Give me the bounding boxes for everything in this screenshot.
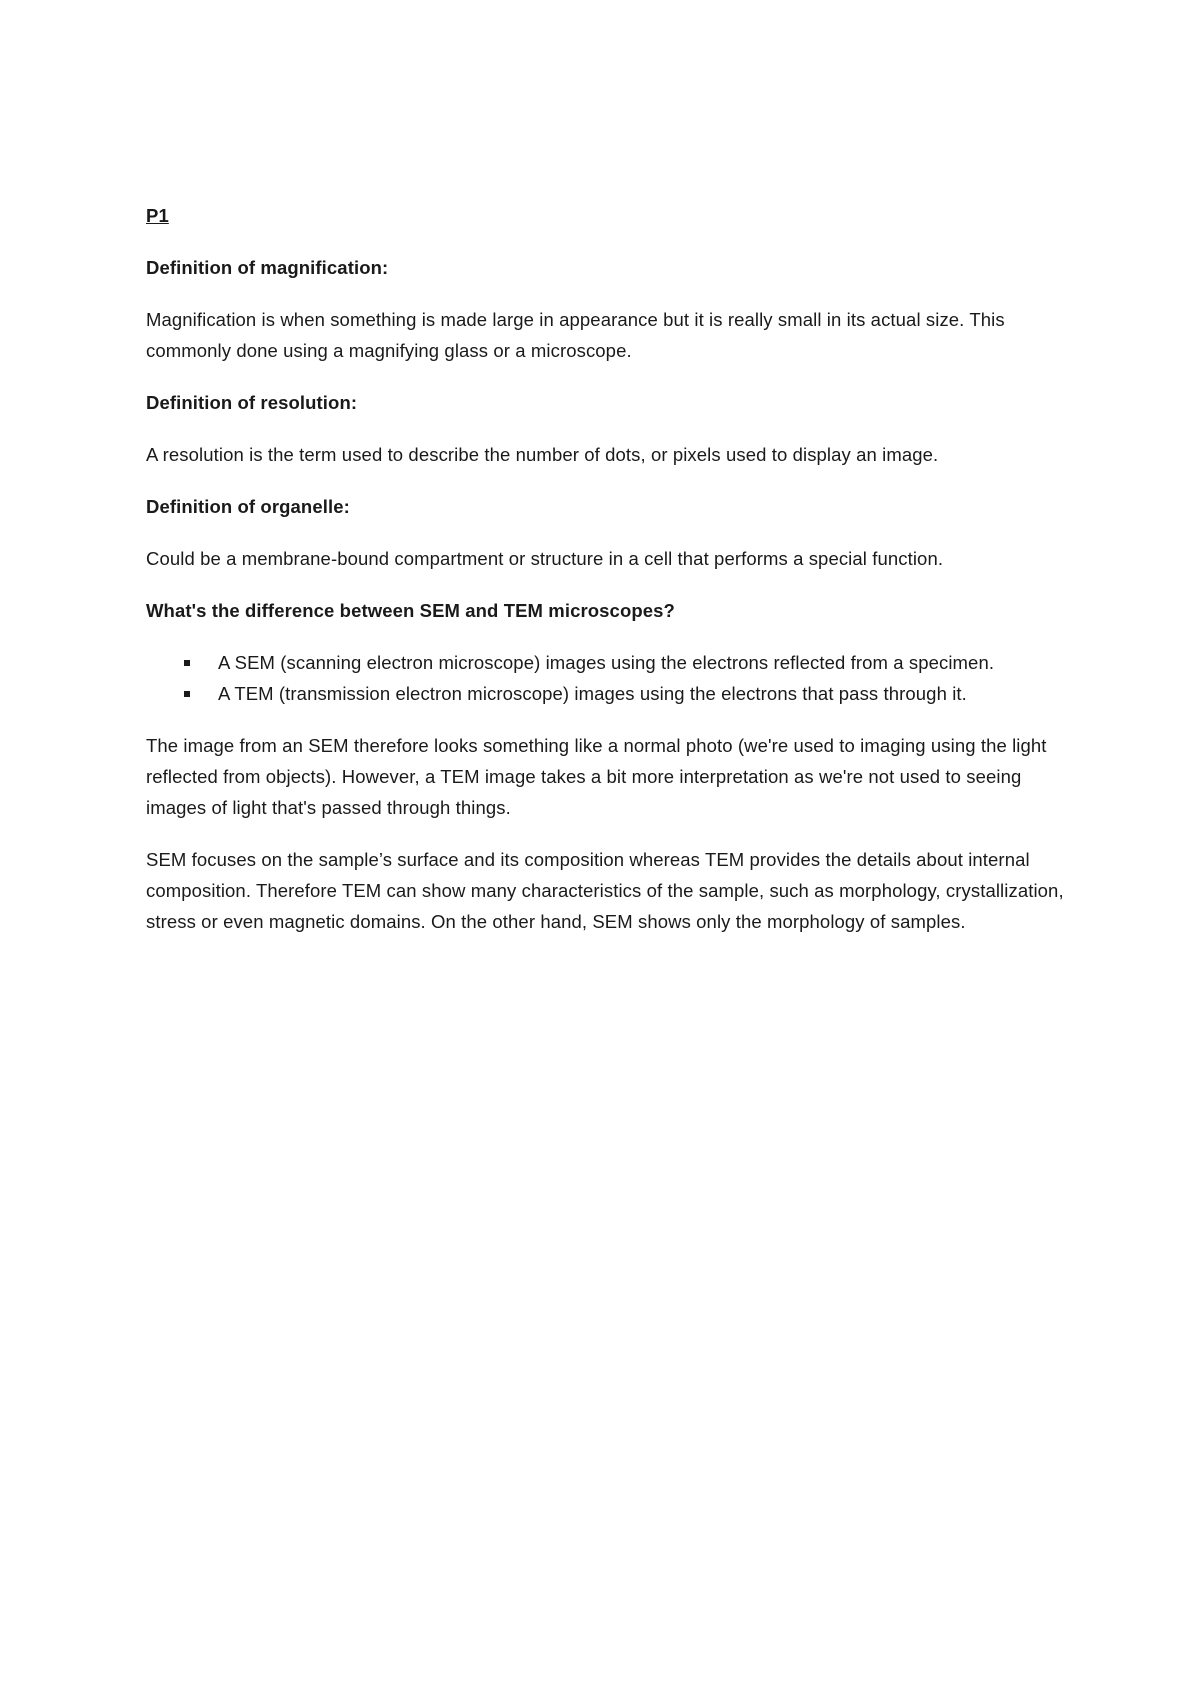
document-body (146, 200, 1086, 958)
resolution-heading: Definition of resolution: (146, 392, 358, 413)
image-comparison-paragraph: The image from an SEM therefore looks something like a normal photo (we're used to imaging using the light reflected from objects). However, a TEM image takes a bit more interpretation as we're not used to seeing images of light that's passed through things. (146, 735, 1047, 818)
magnification-text: Magnification is when something is made large in appearance but it is really small in its actual size. This commonly done using a magnifying glass or a microscope. (146, 309, 1005, 361)
sem-bullet-text: A SEM (scanning electron microscope) images using the electrons reflected from a specimen. (218, 652, 995, 673)
focus-comparison-paragraph: SEM focuses on the sample’s surface and its composition whereas TEM provides the details about internal composition. Therefore TEM can show many characteristics of the sample, such as morphology, crystallization, stress or even magnetic domains. On the other hand, SEM shows only the morphology of samples. (146, 849, 1064, 932)
magnification-heading: Definition of magnification: (146, 257, 389, 278)
organelle-text: Could be a membrane-bound compartment or structure in a cell that performs a special function. (146, 548, 944, 569)
square-bullet-icon (184, 691, 190, 697)
list-item (146, 647, 1086, 678)
section-id: P1 (146, 205, 169, 226)
difference-heading: What's the difference between SEM and TEM microscopes? (146, 600, 675, 621)
square-bullet-icon (184, 660, 190, 666)
organelle-heading: Definition of organelle: (146, 496, 350, 517)
sem-tem-bullet-list (146, 647, 1086, 709)
list-item (146, 678, 1086, 709)
resolution-text: A resolution is the term used to describe the number of dots, or pixels used to display an image. (146, 444, 939, 465)
tem-bullet-text: A TEM (transmission electron microscope) images using the electrons that pass through it. (218, 683, 967, 704)
